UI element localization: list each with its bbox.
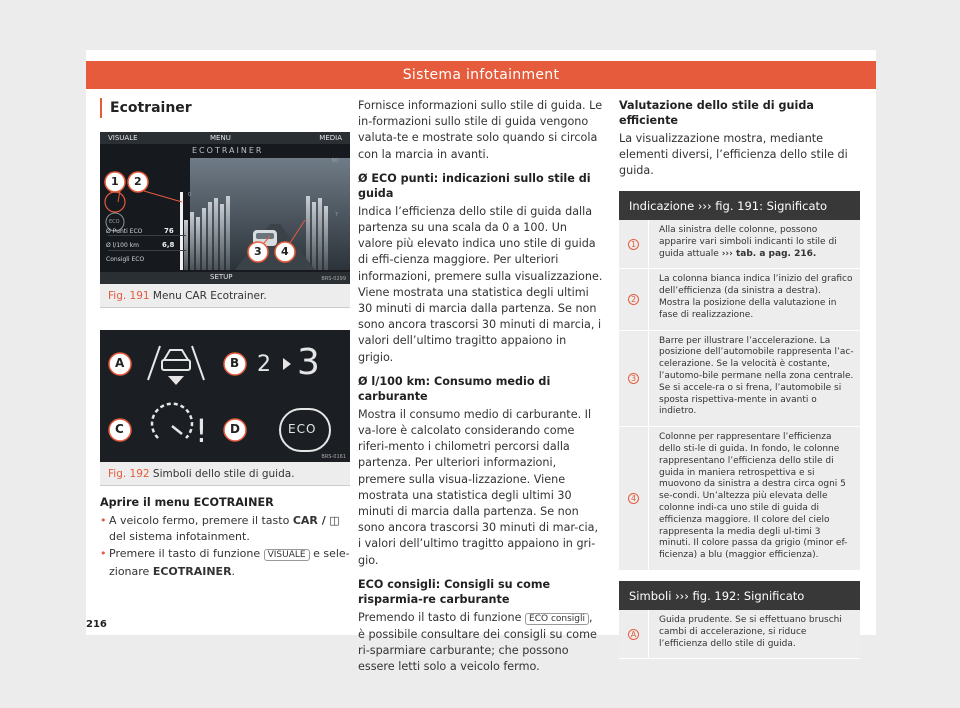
eco-tips-heading: ECO consigli: Consigli su come risparmia-re carburante (358, 577, 551, 606)
instruction-text: del sistema infotainment. (109, 529, 250, 543)
figure-192-caption (100, 462, 350, 486)
figure-191-number: Fig. 191 (108, 290, 150, 302)
callout-d: D (230, 422, 240, 436)
tab-visuale: VISUALE (108, 134, 138, 142)
instruction-text: e sele-zionare (109, 547, 350, 578)
eco-tips-label: Consigli ECO (106, 256, 145, 263)
consumption-paragraph: Mostra il consumo medio di carburante. Il va-lore è calcolato considerando come riferi-mento i chilometri percorsi dalla partenza. Per ulteriori informazioni, premere sulla visua-lizzazione. Viene mostrata una statistica degli ultimi 30 minuti di marcia dalla partenza. Se non sono ancora trascorsi 30 minuti di mar-cia, i valori dell’ultimo tragitto appaiono in gri-gio. (358, 407, 599, 567)
section-title: Ecotrainer (100, 98, 350, 118)
figure-code: BRS-0299 (321, 276, 346, 282)
row-reference: ››› tab. a pag. 216. (721, 248, 817, 259)
table-row (619, 331, 860, 428)
figure-192-number: Fig. 192 (108, 468, 150, 480)
callout-a: A (115, 356, 125, 370)
callout-2: 2 (134, 175, 142, 188)
row-text: Colonne per rappresentare l’efficienza dello sti-le di guida. In fondo, le colonne rappresentano l’efficienza dello stile di guida in maniera retrospettiva e si muovono da sinistra a destra circa ogni 5 se-condi. Un’altezza più elevata delle colonne indi-ca uno stile di guida di efficienza maggiore. Il colore del cielo rappresenta la media degli ul-timi 3 minuti. Il colore passa da grigio (minor ef-ficienza) a blu (maggior efficienza). (659, 432, 848, 561)
symbols-table-header: Simboli ››› fig. 192: Significato (619, 581, 860, 610)
visuale-key: VISUALE (264, 549, 310, 561)
eco-tips-text: Premendo il tasto di funzione (358, 610, 522, 624)
car-key: CAR / (292, 514, 326, 527)
gear-from: 2 (257, 352, 271, 377)
eco-label: ECO (109, 219, 120, 225)
page-header: Sistema infotainment (86, 61, 876, 89)
eco-tips-key: ECO consigli (525, 613, 589, 625)
indication-table-header: Indicazione ››› fig. 191: Significato (619, 191, 860, 220)
ecotrainer-screen (100, 132, 350, 284)
eco-points-label: Ø Punti ECO (106, 228, 143, 235)
eco-points-paragraph: Indica l’efficienza dello stile di guida dalla partenza su una scala da 0 a 100. Un valore più elevato indica uno stile di guida di effi-cienza maggiore. Per ulteriori informazioni, premere sulla visualizzazione. Viene mostrata una statistica degli ultimi 30 minuti di marcia dalla partenza. Se non sono ancora trascorsi 30 minuti di marcia, i valori dell’ultimo tragitto appaiono in grigio. (358, 204, 603, 364)
row-number: 1 (628, 239, 639, 250)
evaluation-heading: Valutazione dello stile di guida efficiente (619, 99, 814, 127)
callout-b: B (230, 356, 240, 370)
consumption-label: Ø l/100 km (106, 242, 139, 249)
side-number: 7 (334, 212, 338, 218)
axis-bottom-label: 0 (188, 192, 192, 198)
open-menu-section (100, 495, 350, 579)
row-number: 4 (628, 493, 639, 504)
figure-191-caption (100, 284, 350, 308)
instruction-text: . (231, 564, 236, 578)
row-number: A (628, 629, 639, 640)
axis-top-label: 60 (331, 158, 338, 164)
callout-c: C (115, 422, 124, 436)
callout-1: 1 (111, 175, 119, 188)
setup-label: SETUP (210, 273, 233, 281)
indication-table (619, 191, 860, 571)
consumption-heading: Ø l/100 km: Consumo medio di carburante (358, 374, 551, 403)
ecotrainer-word: ECOTRAINER (152, 564, 232, 578)
eco-symbol-label: ECO (288, 422, 317, 436)
open-menu-heading: Aprire il menu ECOTRAINER (100, 496, 274, 509)
table-row (619, 269, 860, 330)
figure-191-text: Menu CAR Ecotrainer. (152, 290, 267, 302)
row-text: Alla sinistra delle colonne, possono apparire vari simboli indicanti lo stile di guida attuale (659, 225, 837, 259)
symbols-table (619, 581, 860, 659)
instruction-text: Premere il tasto di funzione (109, 547, 261, 560)
figure-192 (100, 330, 350, 486)
tab-menu: MENU (210, 134, 231, 142)
table-row (619, 427, 860, 571)
row-number: 3 (628, 373, 639, 384)
exclamation: ! (195, 412, 208, 450)
ecotrainer-screen-title: ECOTRAINER (192, 146, 264, 155)
consumption-value: 6,8 (162, 241, 175, 249)
row-text: La colonna bianca indica l’inizio del grafico dell’efficienza (da sinistra a destra). Mostra la posizione della valutazione in fase di realizzazione. (659, 274, 853, 320)
instruction-bullet (100, 513, 350, 544)
row-text: Guida prudente. Se si effettuano bruschi cambi di accelerazione, si riduce l’efficienza dello stile di guida. (659, 614, 842, 649)
car-icon: ◫ (329, 514, 340, 527)
tab-media: MEDIA (319, 134, 342, 142)
eco-points-heading: Ø ECO punti: indicazioni sullo stile di guida (358, 171, 591, 200)
eco-tips-text: , è possibile consultare dei consigli su come ri-sparmiare carburante; che possono essere letti solo a veicolo fermo. (358, 610, 597, 674)
figure-192-text: Simboli dello stile di guida. (152, 468, 295, 480)
column-2 (358, 98, 603, 684)
page-number: 216 (86, 619, 107, 630)
row-text: Barre per illustrare l’accelerazione. La posizione dell’automobile rappresenta l’ac-celerazione. Se la velocità è costante, l’automo-bile permane nella zona centrale. Se si accele-ra o si frena, l’automobile si sposta rispettiva-mente in avanti o indietro. (659, 335, 854, 417)
column-1 (100, 98, 350, 581)
table-row (619, 610, 860, 659)
callout-3: 3 (254, 245, 262, 258)
table-row (619, 220, 860, 269)
intro-paragraph: Fornisce informazioni sullo stile di guida. Le in-formazioni sullo stile di guida vengono valuta-te e mostrate solo quando si circola con la marcia in avanti. (358, 99, 603, 161)
instruction-text: A veicolo fermo, premere il tasto (109, 514, 290, 527)
eco-tips-paragraph (358, 610, 603, 676)
row-number: 2 (628, 294, 639, 305)
figure-191 (100, 132, 350, 308)
figure-code: BRS-0161 (321, 454, 346, 460)
gear-to: 3 (297, 342, 320, 383)
callout-4: 4 (281, 245, 289, 258)
driving-symbols-screen (100, 330, 350, 462)
column-3 (619, 98, 860, 665)
instruction-bullet (100, 546, 350, 579)
eco-points-value: 76 (164, 227, 174, 235)
evaluation-paragraph: La visualizzazione mostra, mediante elementi diversi, l’efficienza dello stile di guida. (619, 132, 848, 177)
